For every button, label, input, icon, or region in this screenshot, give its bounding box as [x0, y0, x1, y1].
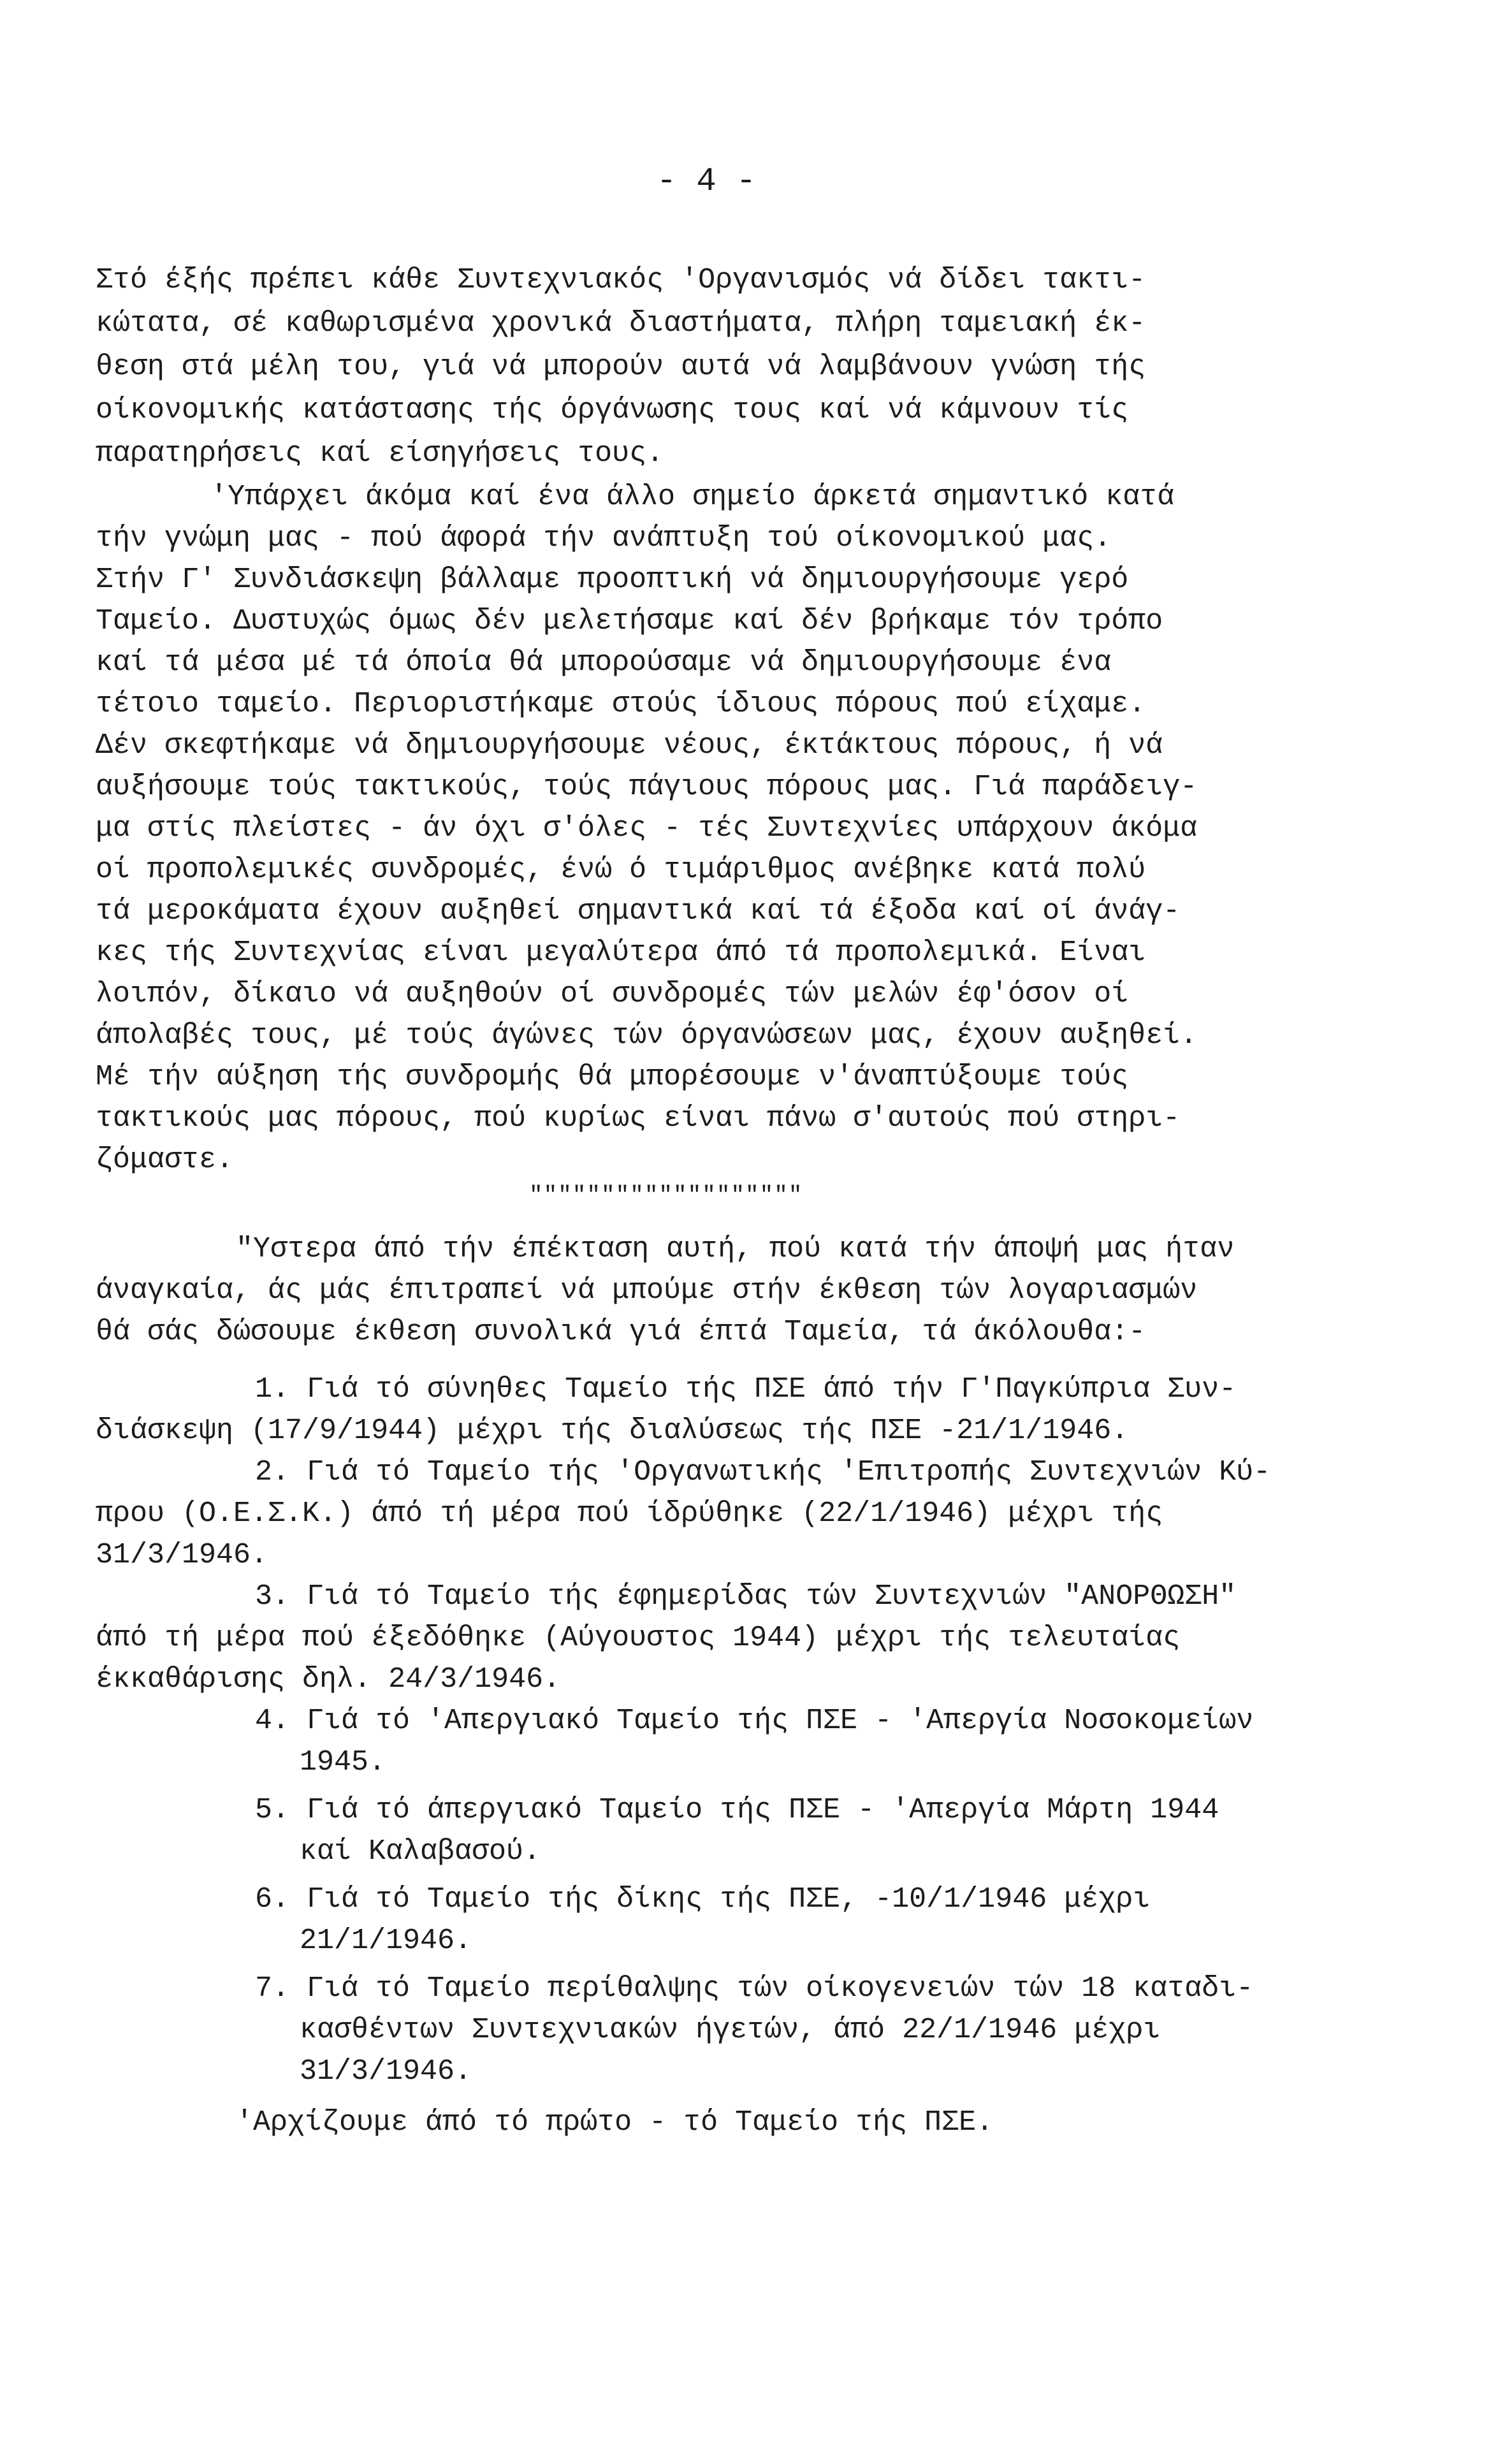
- list-item-3-line-3: έκκαθάρισης δηλ. 24/3/1946.: [96, 1663, 561, 1696]
- closing-line: 'Αρχίζουμε άπό τό πρώτο - τό Ταμείο τής ΠΣΕ.: [236, 2106, 994, 2139]
- paragraph-2-line-5: καί τά μέσα μέ τά όποία θά μπορούσαμε νά δημιουργήσουμε ένα: [96, 646, 1112, 679]
- paragraph-2-line-12: κες τής Συντεχνίας είναι μεγαλύτερα άπό τά προπολεμικά. Είναι: [96, 936, 1146, 969]
- paragraph-2-line-14: άπολαβές τους, μέ τούς άγώνες τών όργανώσεων μας, έχουν αυξηθεί.: [96, 1019, 1198, 1052]
- list-item-3-line-2: άπό τή μέρα πού έξεδόθηκε (Αύγουστος 1944) μέχρι τής τελευταίας: [96, 1622, 1181, 1654]
- page-number: - 4 -: [657, 163, 757, 200]
- list-item-1-line-2: διάσκεψη (17/9/1944) μέχρι τής διαλύσεως τής ΠΣΕ -21/1/1946.: [96, 1415, 1129, 1447]
- paragraph-2-line-9: μα στίς πλείστες - άν όχι σ'όλες - τές Συντεχνίες υπάρχουν άκόμα: [96, 812, 1198, 845]
- list-item-5-line-2: καί Καλαβασού.: [300, 1835, 541, 1868]
- list-item-3-line-1: 3. Γιά τό Ταμείο τής έφημερίδας τών Συντεχνιών "ΑΝΟΡΘΩΣΗ": [255, 1580, 1237, 1613]
- paragraph-2-line-6: τέτοιο ταμείο. Περιοριστήκαμε στούς ίδιους πόρους πού είχαμε.: [96, 688, 1146, 720]
- paragraph-2-line-11: τά μεροκάματα έχουν αυξηθεί σημαντικά καί τά έξοδα καί οί άνάγ-: [96, 895, 1181, 928]
- list-item-7-line-2: κασθέντων Συντεχνιακών ήγετών, άπό 22/1/1946 μέχρι: [300, 2014, 1161, 2046]
- paragraph-1-line-4: οίκονομικής κατάστασης τής όργάνωσης τους καί νά κάμνουν τίς: [96, 394, 1129, 426]
- paragraph-2-line-3: Στήν Γ' Συνδιάσκεψη βάλλαμε προοπτική νά δημιουργήσουμε γερό: [96, 564, 1129, 596]
- list-item-2-line-2: πρου (Ο.Ε.Σ.Κ.) άπό τή μέρα πού ίδρύθηκε (22/1/1946) μέχρι τής: [96, 1497, 1163, 1530]
- paragraph-2-line-16: τακτικούς μας πόρους, πού κυρίως είναι πάνω σ'αυτούς πού στηρι-: [96, 1102, 1181, 1135]
- list-item-7-line-3: 31/3/1946.: [300, 2055, 472, 2088]
- paragraph-1-line-5: παρατηρήσεις καί είσηγήσεις τους.: [96, 437, 664, 470]
- paragraph-2-line-13: λοιπόν, δίκαιο νά αυξηθούν οί συνδρομές τών μελών έφ'όσον οί: [96, 978, 1129, 1010]
- paragraph-3-line-2: άναγκαία, άς μάς έπιτραπεί νά μπούμε στήν έκθεση τών λογαριασμών: [96, 1274, 1198, 1307]
- paragraph-2-line-17: ζόμαστε.: [96, 1144, 234, 1176]
- paragraph-2-line-4: Ταμείο. Δυστυχώς όμως δέν μελετήσαμε καί δέν βρήκαμε τόν τρόπο: [96, 605, 1163, 637]
- list-item-2-line-3: 31/3/1946.: [96, 1539, 268, 1571]
- list-item-4-line-2: 1945.: [300, 1746, 386, 1779]
- paragraph-1-line-3: θεση στά μέλη του, γιά νά μπορούν αυτά νά λαμβάνουν γνώση τής: [96, 351, 1146, 383]
- paragraph-1-line-1: Στό έξής πρέπει κάθε Συντεχνιακός 'Οργανισμός νά δίδει τακτι-: [96, 264, 1146, 296]
- paragraph-2-line-1: 'Υπάρχει άκόμα καί ένα άλλο σημείο άρκετά σημαντικό κατά: [210, 481, 1175, 513]
- paragraph-3-line-3: θά σάς δώσουμε έκθεση συνολικά γιά έπτά Ταμεία, τά άκόλουθα:-: [96, 1316, 1146, 1348]
- paragraph-3-line-1: "Υστερα άπό τήν έπέκταση αυτή, πού κατά τήν άποψή μας ήταν: [236, 1233, 1235, 1265]
- list-item-5-line-1: 5. Γιά τό άπεργιακό Ταμείο τής ΠΣΕ - 'Απεργία Μάρτη 1944: [255, 1794, 1219, 1826]
- list-item-2-line-1: 2. Γιά τό Ταμείο τής 'Οργανωτικής 'Επιτροπής Συντεχνιών Κύ-: [255, 1456, 1271, 1488]
- list-item-6-line-1: 6. Γιά τό Ταμείο τής δίκης τής ΠΣΕ, -10/1/1946 μέχρι: [255, 1883, 1151, 1916]
- list-item-4-line-1: 4. Γιά τό 'Απεργιακό Ταμείο τής ΠΣΕ - 'Απεργία Νοσοκομείων: [255, 1705, 1254, 1737]
- paragraph-2-line-8: αυξήσουμε τούς τακτικούς, τούς πάγιους πόρους μας. Γιά παράδειγ-: [96, 771, 1198, 803]
- list-item-7-line-1: 7. Γιά τό Ταμείο περίθαλψης τών οίκογενειών τών 18 καταδι-: [255, 1972, 1254, 2005]
- list-item-6-line-2: 21/1/1946.: [300, 1925, 472, 1957]
- paragraph-1-line-2: κώτατα, σέ καθωρισμένα χρονικά διαστήματα, πλήρη ταμειακή έκ-: [96, 307, 1146, 340]
- paragraph-2-line-10: οί προπολεμικές συνδρομές, ένώ ό τιμάριθμος ανέβηκε κατά πολύ: [96, 854, 1146, 886]
- paragraph-2-line-15: Μέ τήν αύξηση τής συνδρομής θά μπορέσουμε ν'άναπτύξουμε τούς: [96, 1061, 1129, 1093]
- paragraph-2-line-2: τήν γνώμη μας - πού άφορά τήν ανάπτυξη τού οίκονομικού μας.: [96, 522, 1112, 555]
- paragraph-2-line-7: Δέν σκεφτήκαμε νά δημιουργήσουμε νέους, έκτάκτους πόρους, ή νά: [96, 729, 1163, 762]
- list-item-1-line-1: 1. Γιά τό σύνηθες Ταμείο τής ΠΣΕ άπό τήν Γ'Παγκύπρια Συν-: [255, 1373, 1237, 1406]
- section-separator: """"""""""""""""""": [529, 1183, 803, 1209]
